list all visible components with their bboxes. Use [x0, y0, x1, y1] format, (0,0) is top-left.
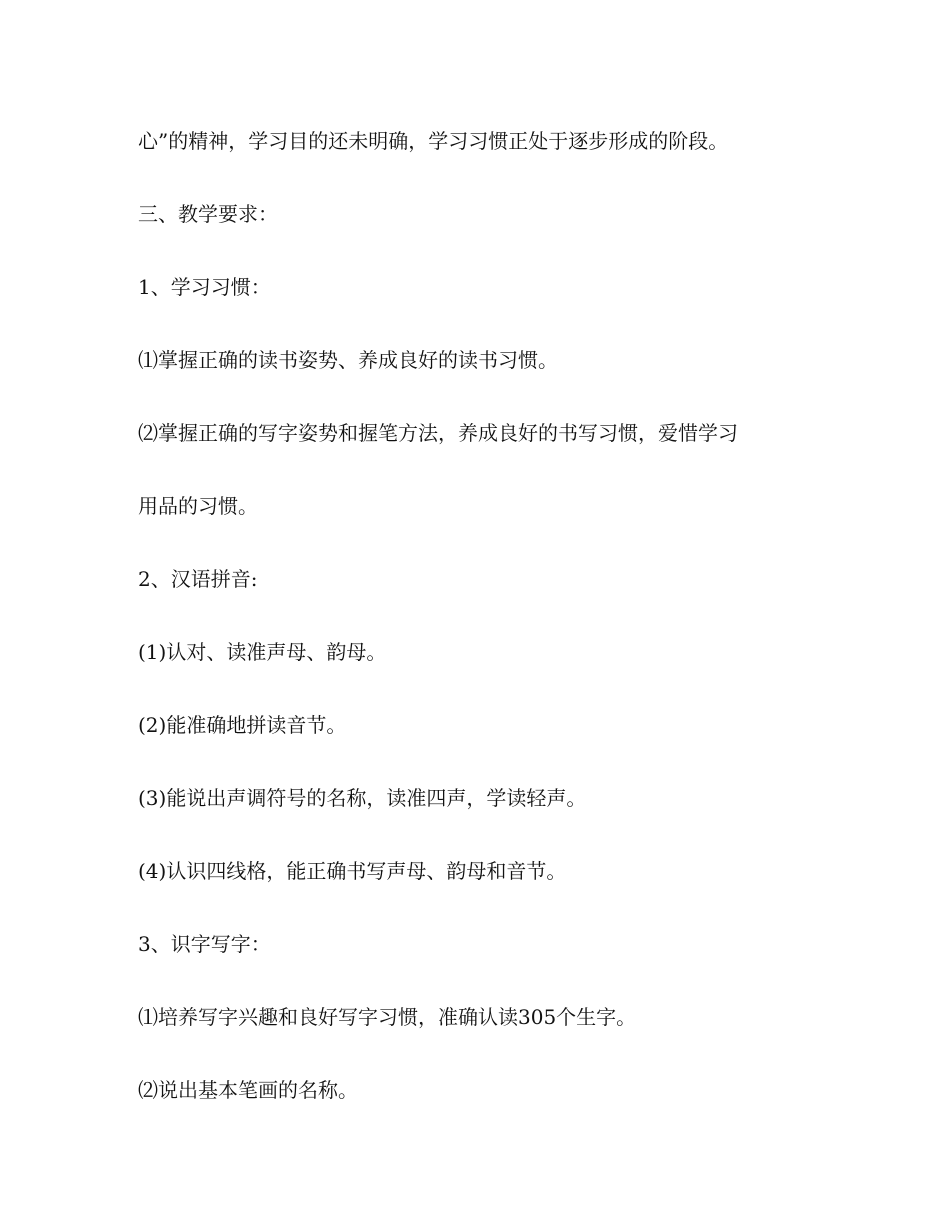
- list-item-reading-posture: ⑴掌握正确的读书姿势、养成良好的读书习惯。: [138, 348, 558, 372]
- list-item-initials-finals: (1)认对、读准声母、韵母。: [138, 640, 387, 664]
- subheading-study-habits: 1、学习习惯：: [138, 275, 271, 299]
- list-item-four-line-grid: (4)认识四线格，能正确书写声母、韵母和音节。: [138, 859, 567, 883]
- list-item-basic-strokes: ⑵说出基本笔画的名称。: [138, 1078, 358, 1102]
- list-item-writing-posture: ⑵掌握正确的写字姿势和握笔方法，养成良好的书写习惯，爱惜学习: [138, 421, 738, 445]
- list-item-tone-marks: (3)能说出声调符号的名称，读准四声，学读轻声。: [138, 786, 587, 810]
- list-item-writing-posture-continued: 用品的习惯。: [138, 494, 258, 518]
- list-item-writing-interest: ⑴培养写字兴趣和良好写字习惯，准确认读305个生字。: [138, 1005, 637, 1029]
- subheading-pinyin: 2、汉语拼音:: [138, 567, 258, 591]
- paragraph-continuation: 心”的精神，学习目的还未明确，学习习惯正处于逐步形成的阶段。: [138, 129, 729, 153]
- list-item-spell-syllables: (2)能准确地拼读音节。: [138, 713, 347, 737]
- subheading-literacy-writing: 3、识字写字：: [138, 932, 271, 956]
- section-heading-teaching-requirements: 三、教学要求：: [138, 202, 278, 226]
